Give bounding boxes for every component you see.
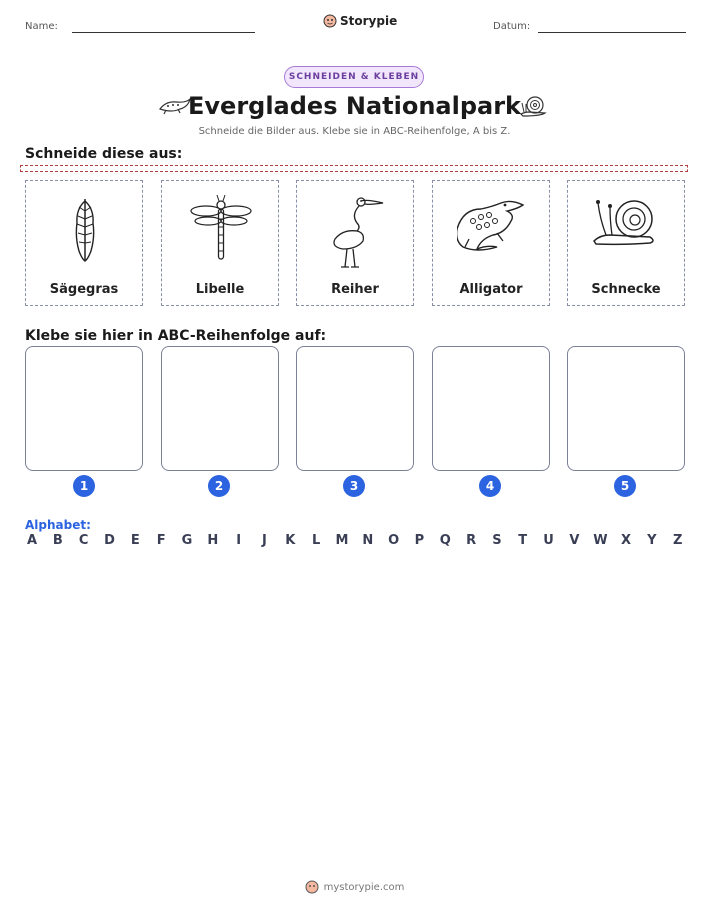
slot-number-5: 5 bbox=[614, 475, 636, 497]
brand-logo bbox=[323, 14, 397, 28]
alphabet-letter: E bbox=[130, 533, 140, 548]
cut-card-alligator[interactable] bbox=[432, 180, 550, 306]
paste-slot-3[interactable] bbox=[296, 346, 414, 471]
alphabet-letter: N bbox=[362, 533, 374, 548]
slot-number-2: 2 bbox=[208, 475, 230, 497]
alphabet-row bbox=[25, 533, 685, 548]
footer bbox=[0, 880, 709, 894]
alphabet-letter: M bbox=[335, 533, 349, 548]
card-label: Sägegras bbox=[49, 282, 119, 297]
slot-number-1: 1 bbox=[73, 475, 95, 497]
paste-slot-1[interactable] bbox=[25, 346, 143, 471]
alphabet-letter: B bbox=[52, 533, 63, 548]
sawgrass-icon bbox=[50, 189, 120, 269]
alligator-icon bbox=[457, 189, 527, 269]
cut-heading: Schneide diese aus: bbox=[25, 146, 183, 162]
alphabet-letter: G bbox=[181, 533, 193, 548]
alphabet-letter: Y bbox=[647, 533, 657, 548]
footer-url[interactable]: mystorypie.com bbox=[323, 881, 405, 893]
alphabet-letter: V bbox=[569, 533, 580, 548]
alphabet-letter: A bbox=[26, 533, 38, 548]
alphabet-letter: J bbox=[262, 533, 267, 548]
alphabet-letter: R bbox=[466, 533, 477, 548]
alphabet-letter: F bbox=[156, 533, 166, 548]
name-label: Name: bbox=[25, 21, 58, 32]
date-line[interactable] bbox=[538, 32, 686, 33]
cut-card-dragonfly[interactable] bbox=[161, 180, 279, 306]
card-label: Alligator bbox=[459, 282, 523, 297]
alphabet-letter: O bbox=[388, 533, 400, 548]
slot-number-4: 4 bbox=[479, 475, 501, 497]
alphabet-letter: D bbox=[104, 533, 115, 548]
alphabet-title: Alphabet: bbox=[25, 518, 91, 532]
alphabet-letter: S bbox=[492, 533, 502, 548]
page-title: Everglades Nationalpark bbox=[188, 92, 521, 120]
alphabet-letter: W bbox=[593, 533, 608, 548]
activity-badge: SCHNEIDEN & KLEBEN bbox=[284, 66, 424, 88]
snail-icon bbox=[592, 189, 662, 269]
cut-card-snail[interactable] bbox=[567, 180, 685, 306]
alphabet-letter: L bbox=[311, 533, 321, 548]
brand-name: Storypie bbox=[340, 14, 398, 28]
alphabet-letter: C bbox=[78, 533, 89, 548]
snail-small-icon bbox=[519, 94, 547, 118]
alphabet-letter: K bbox=[285, 533, 296, 548]
alphabet-letter: Q bbox=[439, 533, 451, 548]
storypie-mascot-icon bbox=[305, 880, 319, 894]
storypie-mascot-icon bbox=[323, 14, 337, 28]
heron-icon bbox=[321, 189, 391, 269]
cut-card-heron[interactable] bbox=[296, 180, 414, 306]
alphabet-letter: T bbox=[518, 533, 528, 548]
card-label: Schnecke bbox=[591, 282, 661, 297]
alphabet-letter: Z bbox=[672, 533, 683, 548]
paste-slot-4[interactable] bbox=[432, 346, 550, 471]
paste-slot-5[interactable] bbox=[567, 346, 685, 471]
paste-slot-2[interactable] bbox=[161, 346, 279, 471]
alphabet-letter: X bbox=[621, 533, 632, 548]
alphabet-letter: P bbox=[414, 533, 425, 548]
cut-line bbox=[20, 165, 688, 172]
name-line[interactable] bbox=[72, 32, 255, 33]
card-label: Libelle bbox=[195, 282, 245, 297]
dragonfly-icon bbox=[186, 189, 256, 269]
card-label: Reiher bbox=[331, 282, 379, 297]
cut-card-sawgrass[interactable] bbox=[25, 180, 143, 306]
alphabet-letter: U bbox=[543, 533, 554, 548]
alphabet-letter: H bbox=[207, 533, 219, 548]
alphabet-letter: I bbox=[236, 533, 242, 548]
paste-heading: Klebe sie hier in ABC-Reihenfolge auf: bbox=[25, 328, 327, 344]
page-subtitle: Schneide die Bilder aus. Klebe sie in ABC-Reihenfolge, A bis Z. bbox=[198, 126, 511, 137]
slot-number-3: 3 bbox=[343, 475, 365, 497]
date-label: Datum: bbox=[493, 21, 531, 32]
